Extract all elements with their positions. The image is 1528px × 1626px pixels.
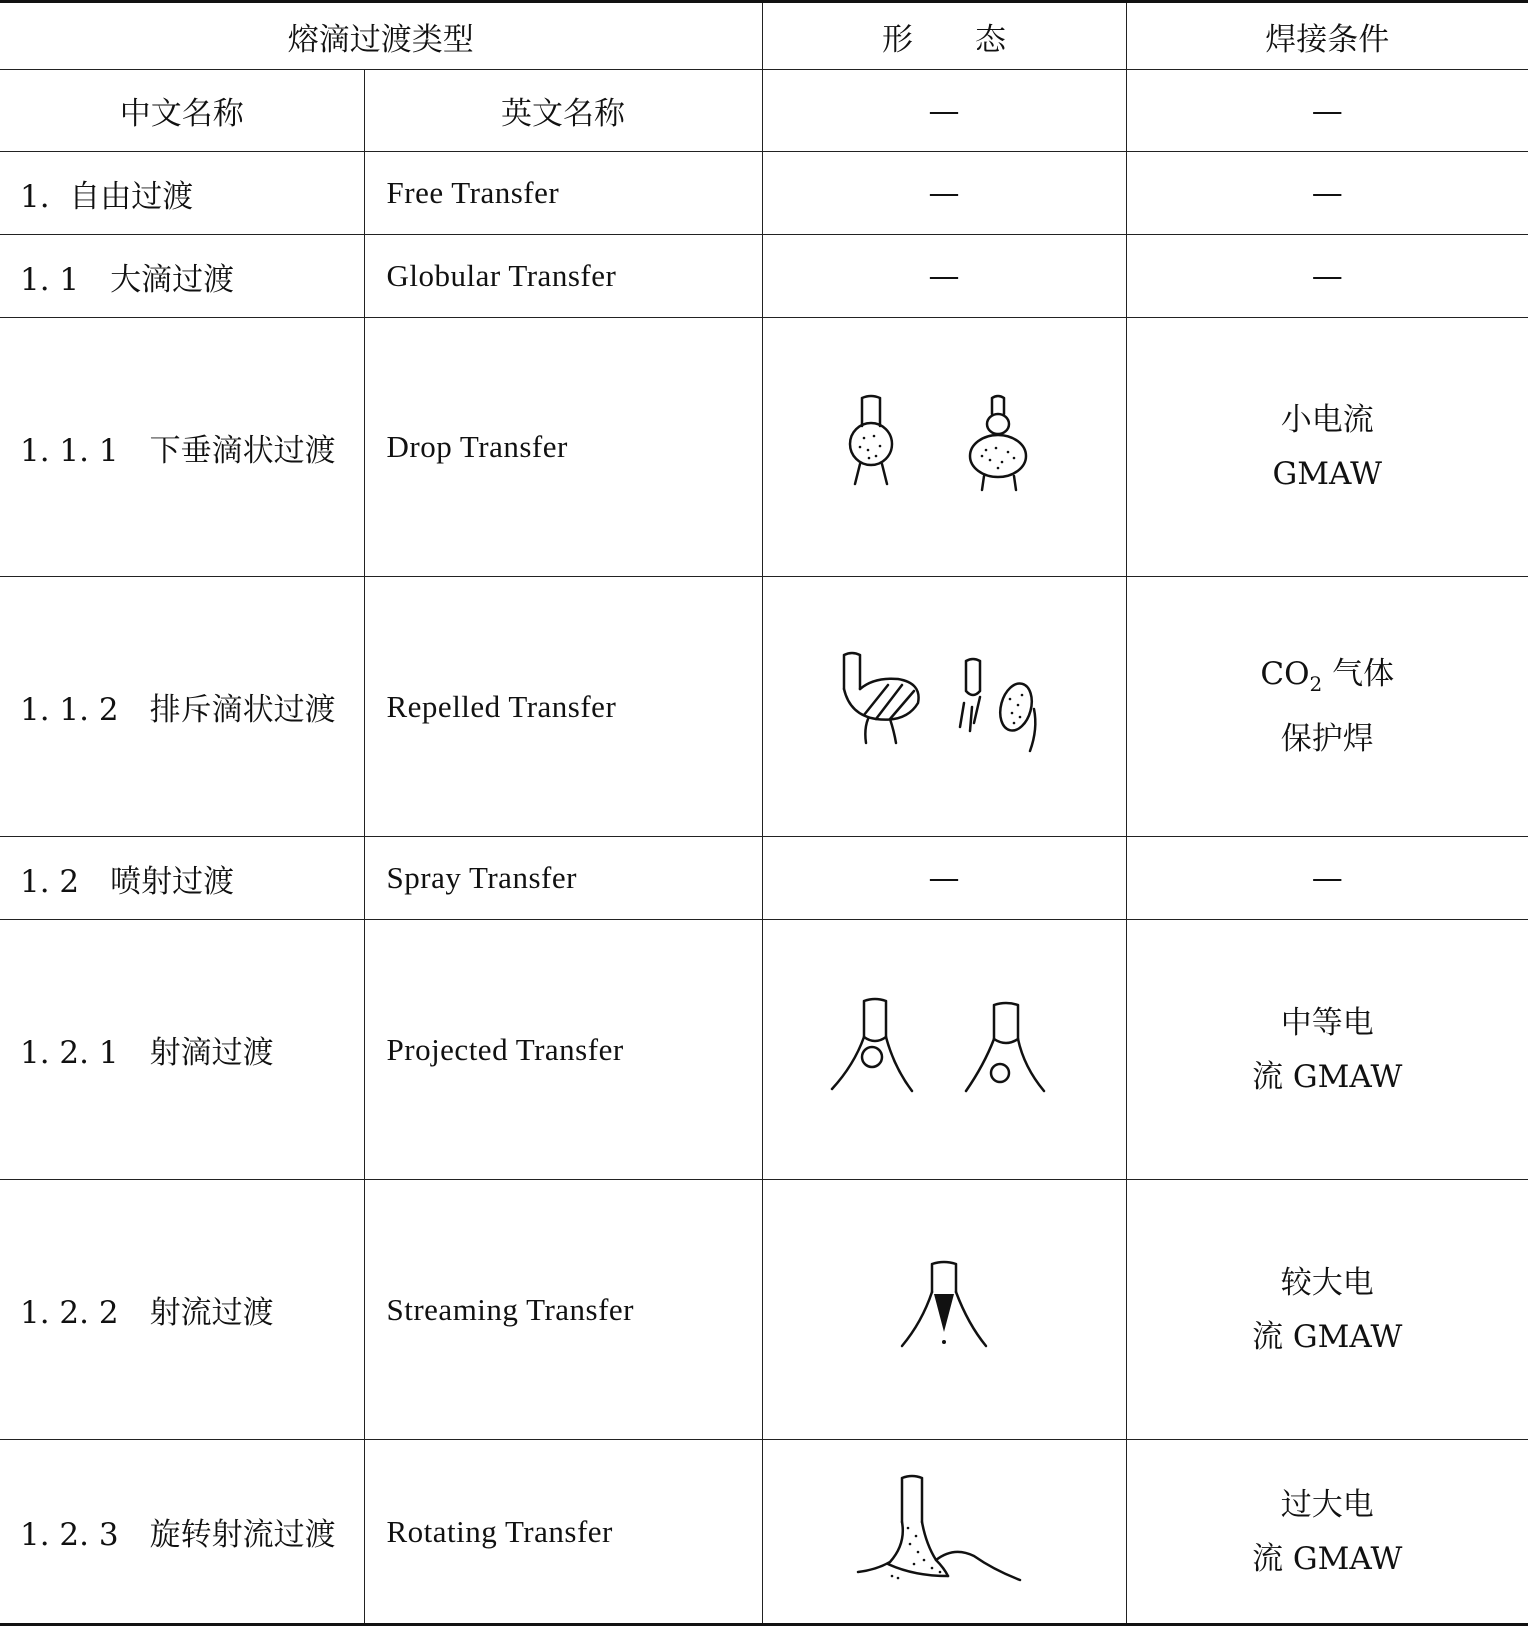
cn-name-cell: 1. 1. 1 下垂滴状过渡 <box>0 318 364 577</box>
morph-cell <box>762 1440 1126 1625</box>
morph-cell <box>762 318 1126 577</box>
morph-cell <box>762 1180 1126 1440</box>
en-name-cell: Streaming Transfer <box>364 1180 762 1440</box>
repelled-transfer-icon <box>824 647 1064 767</box>
cond-cell: — <box>1126 837 1528 920</box>
en-name-cell: Spray Transfer <box>364 837 762 920</box>
cond-line-1: 较大电 <box>1127 1256 1528 1310</box>
cond-cell: — <box>1126 235 1528 318</box>
cond-line-2: 流 GMAW <box>1127 1050 1528 1104</box>
cn-name-cell: 1. 1 大滴过渡 <box>0 235 364 318</box>
table-row <box>0 1180 1528 1440</box>
cond-cell <box>1126 1180 1528 1440</box>
table-row <box>0 577 1528 837</box>
header-conditions: 焊接条件 <box>1126 2 1528 70</box>
subheader-cond-dash: — <box>1126 70 1528 152</box>
cond-subscript: 2 <box>1310 673 1323 697</box>
table-row <box>0 318 1528 577</box>
header-row <box>0 2 1528 70</box>
subheader-row <box>0 70 1528 152</box>
cond-line-1: 过大电 <box>1127 1478 1528 1532</box>
streaming-transfer-icon <box>884 1260 1004 1360</box>
morph-cell: — <box>762 235 1126 318</box>
projected-transfer-icon <box>824 995 1064 1105</box>
en-name-cell: Free Transfer <box>364 152 762 235</box>
table-row <box>0 152 1528 235</box>
cn-name-cell: 1. 2. 3 旋转射流过渡 <box>0 1440 364 1625</box>
header-morphology: 形 态 <box>762 2 1126 70</box>
cond-line-2: 保护焊 <box>1127 712 1528 766</box>
en-name-cell: Projected Transfer <box>364 920 762 1180</box>
en-name-cell: Repelled Transfer <box>364 577 762 837</box>
cond-cell <box>1126 920 1528 1180</box>
table-row <box>0 920 1528 1180</box>
morph-cell: — <box>762 837 1126 920</box>
cond-line-1 <box>1127 647 1528 711</box>
cond-cell <box>1126 1440 1528 1625</box>
subheader-morph-dash: — <box>762 70 1126 152</box>
cond-cell <box>1126 318 1528 577</box>
cond-gas-text: 气体 <box>1322 656 1394 692</box>
subheader-en-name: 英文名称 <box>364 70 762 152</box>
morph-cell <box>762 920 1126 1180</box>
cn-name-cell: 1. 2. 1 射滴过渡 <box>0 920 364 1180</box>
cn-name-cell: 1. 1. 2 排斥滴状过渡 <box>0 577 364 837</box>
cond-line-2: 流 GMAW <box>1127 1310 1528 1364</box>
cond-line-1: 中等电 <box>1127 996 1528 1050</box>
cond-co-text: CO <box>1260 656 1309 692</box>
morph-cell: — <box>762 152 1126 235</box>
table-row <box>0 235 1528 318</box>
cond-line-2: GMAW <box>1127 447 1528 501</box>
subheader-cn-name: 中文名称 <box>0 70 364 152</box>
drop-transfer-icon <box>824 392 1064 502</box>
header-type-group: 熔滴过渡类型 <box>0 2 762 70</box>
cn-name-cell: 1. 2 喷射过渡 <box>0 837 364 920</box>
cn-name-cell: 1. 自由过渡 <box>0 152 364 235</box>
en-name-cell: Globular Transfer <box>364 235 762 318</box>
cond-line-2: 流 GMAW <box>1127 1532 1528 1586</box>
en-name-cell: Drop Transfer <box>364 318 762 577</box>
table-row <box>0 1440 1528 1625</box>
en-name-cell: Rotating Transfer <box>364 1440 762 1625</box>
table-row <box>0 837 1528 920</box>
cond-cell <box>1126 577 1528 837</box>
rotating-transfer-icon <box>854 1472 1034 1592</box>
cn-name-cell: 1. 2. 2 射流过渡 <box>0 1180 364 1440</box>
cond-line-1: 小电流 <box>1127 393 1528 447</box>
cond-cell: — <box>1126 152 1528 235</box>
morph-cell <box>762 577 1126 837</box>
